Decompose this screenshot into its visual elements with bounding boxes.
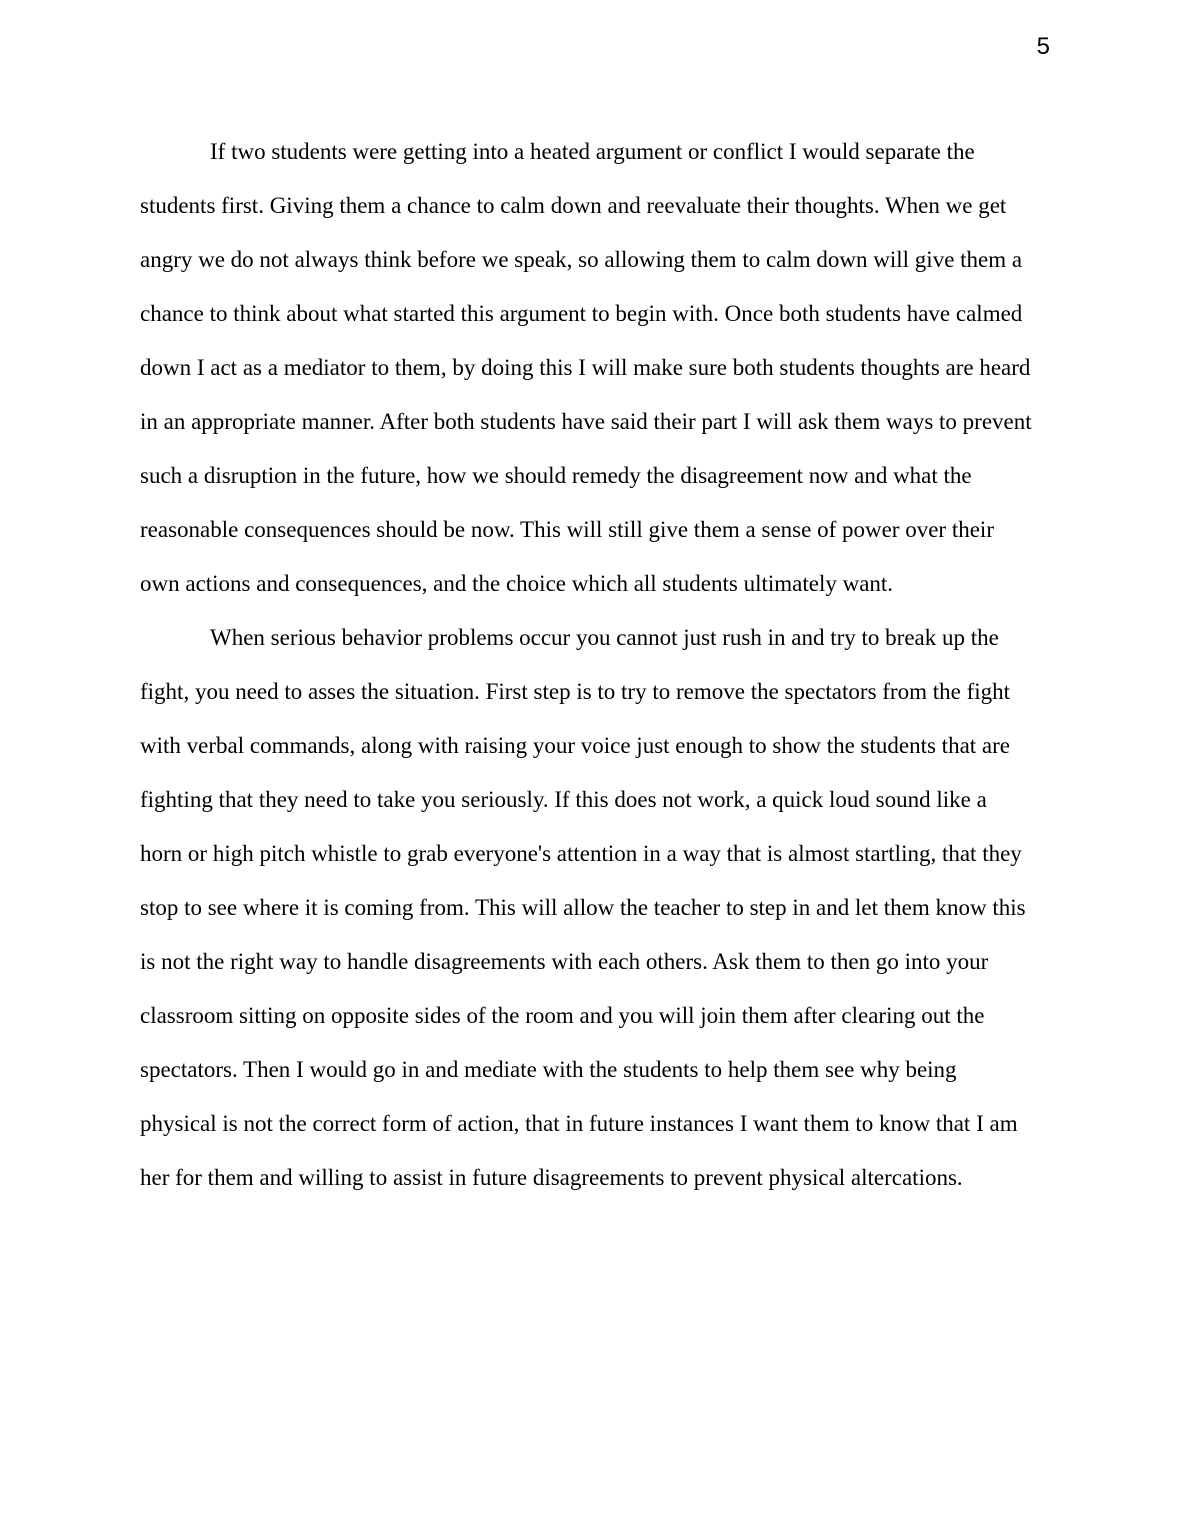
text-line: stop to see where it is coming from. This will allow the teacher to step in and let them know this (140, 895, 1026, 920)
text-line: spectators. Then I would go in and mediate with the students to help them see why being (140, 1057, 957, 1082)
text-line: fighting that they need to take you seriously. If this does not work, a quick loud sound like a (140, 787, 987, 812)
document-body (140, 125, 1050, 1205)
text-line: When serious behavior problems occur you cannot just rush in and try to break up the (210, 625, 999, 650)
text-line: horn or high pitch whistle to grab everyone's attention in a way that is almost startling, that they (140, 841, 1022, 866)
text-line: such a disruption in the future, how we should remedy the disagreement now and what the (140, 463, 972, 488)
text-line: her for them and willing to assist in future disagreements to prevent physical altercations. (140, 1165, 963, 1190)
text-line: physical is not the correct form of action, that in future instances I want them to know that I am (140, 1111, 1018, 1136)
text-line: students first. Giving them a chance to calm down and reevaluate their thoughts. When we get (140, 193, 1007, 218)
text-line: reasonable consequences should be now. This will still give them a sense of power over their (140, 517, 994, 542)
text-line: fight, you need to asses the situation. First step is to try to remove the spectators from the fight (140, 679, 1011, 704)
text-line: chance to think about what started this argument to begin with. Once both students have calmed (140, 301, 1023, 326)
text-line: is not the right way to handle disagreements with each others. Ask them to then go into your (140, 949, 989, 974)
text-line: in an appropriate manner. After both students have said their part I will ask them ways to prevent (140, 409, 1032, 434)
text-line: angry we do not always think before we speak, so allowing them to calm down will give them a (140, 247, 1023, 272)
page-number: 5 (1036, 33, 1050, 60)
text-line: classroom sitting on opposite sides of the room and you will join them after clearing out the (140, 1003, 985, 1028)
text-line: down I act as a mediator to them, by doing this I will make sure both students thoughts are heard (140, 355, 1031, 380)
text-line: with verbal commands, along with raising your voice just enough to show the students that are (140, 733, 1011, 758)
text-line: own actions and consequences, and the choice which all students ultimately want. (140, 571, 894, 596)
text-line: If two students were getting into a heated argument or conflict I would separate the (210, 139, 975, 164)
